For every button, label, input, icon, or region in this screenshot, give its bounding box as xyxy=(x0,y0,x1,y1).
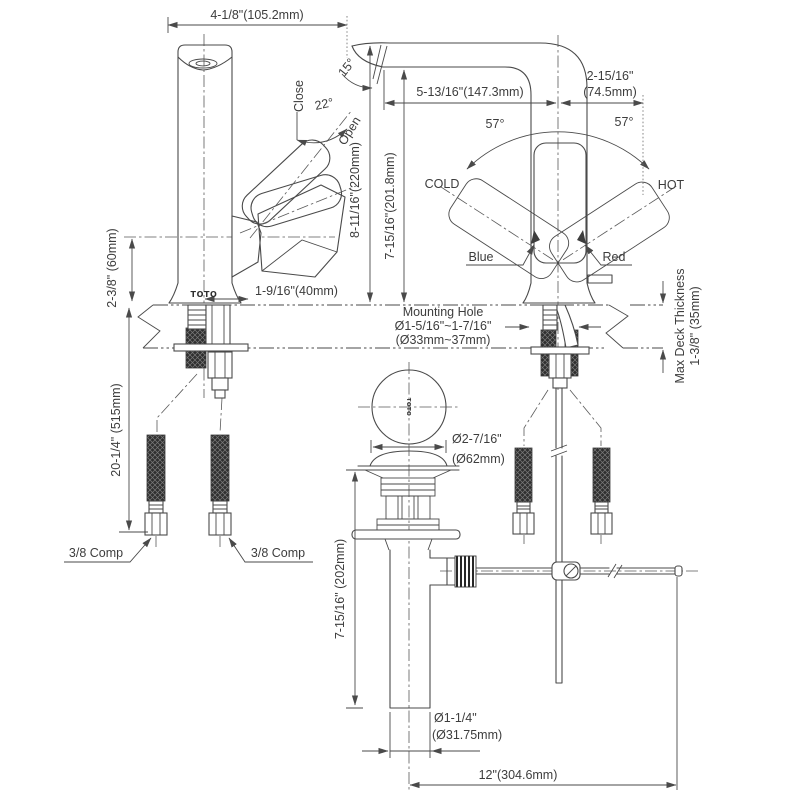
dim-drain-cap-dia-2: (Ø62mm) xyxy=(452,452,505,466)
drain-flange xyxy=(352,530,460,539)
dim-rod-length: 12"(304.6mm) xyxy=(478,768,558,782)
supply-hose-left xyxy=(147,435,165,501)
label-comp-left: 3/8 Comp xyxy=(68,546,124,560)
red-indicator-mark xyxy=(577,230,586,244)
dim-tailpiece-dia-2: (Ø31.75mm) xyxy=(432,728,503,742)
label-angle-15: 15° xyxy=(335,55,359,80)
lift-rod-upper xyxy=(556,388,562,448)
dim-top-width: 4-1/8"(105.2mm) xyxy=(210,8,304,22)
label-open: Open xyxy=(335,114,364,148)
under-deck-left xyxy=(145,305,248,535)
drain-cap-dome xyxy=(370,451,447,466)
label-blue: Blue xyxy=(468,250,494,264)
dim-handle-height: 2-3/8" (60mm) xyxy=(105,228,119,308)
label-mounting-hole-3: (Ø33mm~37mm) xyxy=(395,333,491,347)
annotation-text xyxy=(69,8,702,782)
deck-break-left xyxy=(138,305,160,348)
label-hot: HOT xyxy=(657,178,685,192)
dimension-lines xyxy=(64,16,677,790)
dim-outlet-height: 7-15/16"(201.8mm) xyxy=(383,152,397,260)
label-max-deck-2: 1-3/8" (35mm) xyxy=(688,286,702,366)
label-mounting-hole-2: Ø1-5/16"~1-7/16" xyxy=(394,319,492,333)
handle-blade xyxy=(258,185,345,277)
tailpiece xyxy=(390,550,430,708)
under-deck-right xyxy=(513,305,612,683)
supply-hose-right xyxy=(593,448,610,502)
deck-break-right xyxy=(606,305,628,348)
label-max-deck-1: Max Deck Thickness xyxy=(673,268,687,384)
toto-logo: TOTO xyxy=(190,290,218,299)
mounting-nut xyxy=(208,352,232,378)
supply-hose-left xyxy=(515,448,532,502)
handle-front xyxy=(534,143,586,263)
label-angle-57-left: 57° xyxy=(485,117,505,131)
dim-hose-length: 20-1/4" (515mm) xyxy=(109,383,123,477)
compression-nut-left xyxy=(145,513,167,535)
compression-nut-left xyxy=(513,513,534,534)
hose-bundle xyxy=(557,305,578,348)
label-mounting-hole-1: Mounting Hole xyxy=(402,305,484,319)
drain-assembly xyxy=(352,370,682,708)
supply-hose-right xyxy=(211,435,229,501)
handle-side-tab xyxy=(588,275,612,283)
compression-nut-right xyxy=(591,513,612,534)
label-red: Red xyxy=(602,250,626,264)
handle-closed-position xyxy=(247,171,345,230)
mounting-bracket xyxy=(531,347,589,354)
blue-indicator-mark xyxy=(531,230,540,244)
dim-body-front: 1-9/16"(40mm) xyxy=(255,284,338,298)
dim-handle-offset-2: (74.5mm) xyxy=(583,85,637,99)
label-close: Close xyxy=(292,80,306,112)
dim-drain-length: 7-15/16" (202mm) xyxy=(333,538,347,640)
label-cold: COLD xyxy=(424,177,460,191)
dim-tailpiece-dia-1: Ø1-1/4" xyxy=(434,711,477,725)
label-angle-57-right: 57° xyxy=(614,115,634,129)
toto-logo-drain: TOTO xyxy=(405,397,411,417)
dim-drain-cap-dia-1: Ø2-7/16" xyxy=(452,432,502,446)
ball-rod-nut xyxy=(455,556,476,587)
compression-nut-right xyxy=(209,513,231,535)
dim-handle-offset-1: 2-15/16" xyxy=(586,69,634,83)
dim-spout-height: 8-11/16"(220mm) xyxy=(348,142,362,238)
mounting-nut xyxy=(549,354,571,378)
dim-spout-reach: 5-13/16"(147.3mm) xyxy=(416,85,524,99)
handle-housing xyxy=(232,216,261,277)
faucet-side-view xyxy=(169,45,356,303)
label-angle-22: 22° xyxy=(313,95,335,113)
centerlines xyxy=(124,34,700,790)
label-comp-right: 3/8 Comp xyxy=(250,546,306,560)
mounting-bracket xyxy=(174,344,248,351)
aerator xyxy=(189,59,217,68)
